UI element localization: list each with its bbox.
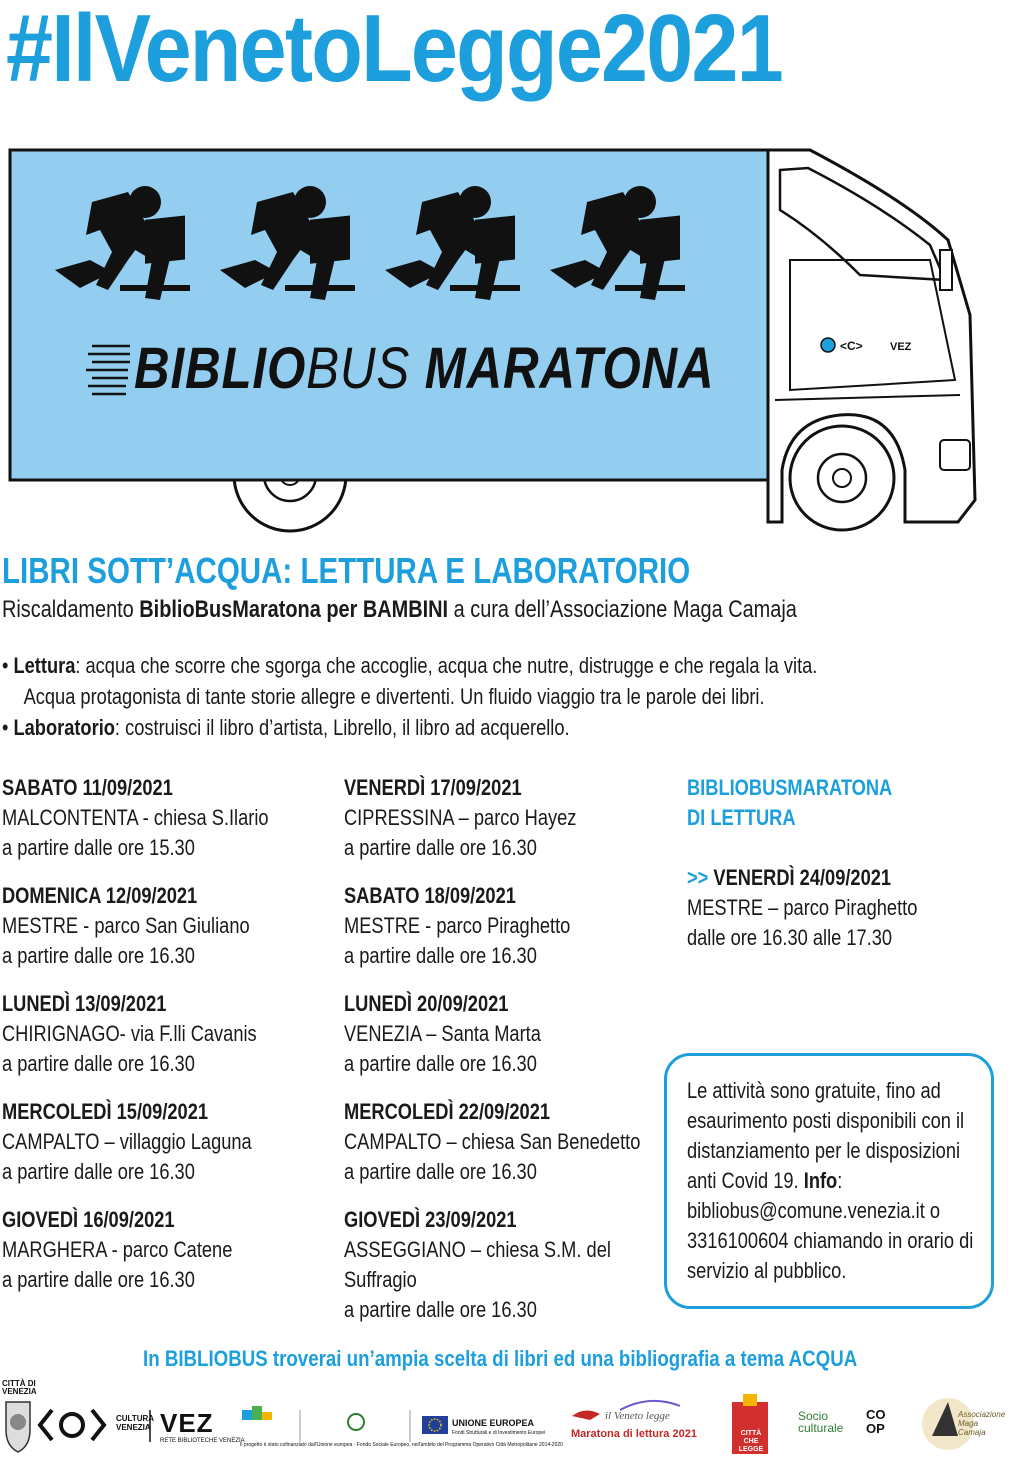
front-wheel xyxy=(790,426,894,530)
event-item xyxy=(687,863,1036,953)
event-place: VENEZIA – Santa Marta xyxy=(344,1021,541,1046)
hashtag-title: #IlVenetoLegge2021 xyxy=(6,0,782,102)
event-time: a partire dalle ore 16.30 xyxy=(2,1051,195,1076)
schedule-column-3 xyxy=(687,773,1036,971)
svg-text:VEZ: VEZ xyxy=(890,341,912,353)
footer-note-text: In BIBLIOBUS troverai un’ampia scelta di libri ed una bibliografia a tema ACQUA xyxy=(142,1346,858,1371)
event-time: a partire dalle ore 16.30 xyxy=(2,1267,195,1292)
bullet-label: Lettura xyxy=(13,653,76,678)
event-time: a partire dalle ore 15.30 xyxy=(2,835,195,860)
pon-metro-logo-icon xyxy=(242,1406,272,1420)
subtitle xyxy=(2,596,797,624)
brand-part2: BUS xyxy=(306,336,411,401)
event-time: a partire dalle ore 16.30 xyxy=(344,943,537,968)
section-title: LIBRI SOTT’ACQUA: LETTURA E LABORATORIO xyxy=(2,550,691,591)
event-time: a partire dalle ore 16.30 xyxy=(2,943,195,968)
event-place: CAMPALTO – villaggio Laguna xyxy=(2,1129,252,1154)
cultura-venezia-logo-icon xyxy=(40,1410,104,1440)
event-date: VENERDÌ 17/09/2021 xyxy=(344,775,522,800)
event-date-line xyxy=(687,863,1036,893)
event-place: MESTRE - parco San Giuliano xyxy=(2,913,250,938)
bullet-label: Laboratorio xyxy=(13,715,115,740)
subtitle-bold: BiblioBusMaratona per BAMBINI xyxy=(139,596,449,623)
event-place: MESTRE - parco Piraghetto xyxy=(344,913,571,938)
event-item xyxy=(2,881,351,971)
event-place: CHIRIGNAGO- via F.lli Cavanis xyxy=(2,1021,257,1046)
event-place: CIPRESSINA – parco Hayez xyxy=(344,805,577,830)
activity-bullets xyxy=(2,650,965,743)
logo-cultura-venezia: CULTURA VENEZIA xyxy=(116,1414,154,1432)
info-box-text xyxy=(687,1076,978,1286)
sponsor-logos-strip xyxy=(0,1379,1006,1464)
event-date: VENERDÌ 24/09/2021 xyxy=(713,865,892,890)
event-item xyxy=(2,1097,351,1187)
event-item xyxy=(344,1205,676,1325)
bullet-lettura: • Lettura: acqua che scorre che sgorga che accoglie, acqua che nutre, distrugge e che regala la vita. xyxy=(2,653,818,678)
event-date: DOMENICA 12/09/2021 xyxy=(2,883,198,908)
bibliobus-maratona-title xyxy=(134,335,714,402)
event-date: LUNEDÌ 20/09/2021 xyxy=(344,991,509,1016)
logo-ue-sub: Fondi Strutturali e di Investimento Europei xyxy=(452,1430,546,1436)
event-item xyxy=(344,1097,676,1187)
logo-socio-culturale: Socio culturale xyxy=(798,1409,844,1435)
heading-line-1: BIBLIOBUSMARATONA xyxy=(687,775,893,800)
info-contact: : bibliobus@comune.venezia.it o 3316100604 chiamando in orario di servizio al pubblico. xyxy=(687,1168,974,1283)
event-item xyxy=(344,773,676,863)
event-item xyxy=(344,989,676,1079)
speed-lines-icon xyxy=(86,346,130,394)
bullet-text: : acqua che scorre che sgorga che accoglie, acqua che nutre, distrugge e che regala la vita. xyxy=(75,653,818,678)
logo-maga-camaja: Associazione Maga Camaja xyxy=(958,1410,1006,1437)
eu-flag-icon xyxy=(422,1416,448,1434)
event-date: LUNEDÌ 13/09/2021 xyxy=(2,991,167,1016)
event-place: MALCONTENTA - chiesa S.Ilario xyxy=(2,805,269,830)
event-time: a partire dalle ore 16.30 xyxy=(2,1159,195,1184)
event-time: a partire dalle ore 16.30 xyxy=(344,835,537,860)
logo-citta-venezia: CITTÀ DI VENEZIA xyxy=(2,1379,37,1396)
logo-vez: VEZ xyxy=(160,1408,214,1438)
event-item xyxy=(2,773,351,863)
subtitle-pre: Riscaldamento xyxy=(2,596,140,623)
event-time: a partire dalle ore 16.30 xyxy=(344,1051,537,1076)
schedule-column-2 xyxy=(344,773,676,1343)
event-item xyxy=(344,881,676,971)
logo-disclaimer: Il progetto è stato cofinanziato dall'Unione europea - Fondo Sociale Europeo, nell'ambito del Programma Operativo Città Metropolitane 2014-2020 xyxy=(240,1442,563,1448)
event-place: MARGHERA - parco Catene xyxy=(2,1237,233,1262)
event-date: GIOVEDÌ 16/09/2021 xyxy=(2,1207,175,1232)
info-box xyxy=(664,1053,994,1309)
brand-part1: BIBLIO xyxy=(134,336,307,401)
schedule-column-1 xyxy=(2,773,351,1313)
logo-vez-sub: RETE BIBLIOTECHE VENEZIA xyxy=(160,1438,245,1444)
bullet-text: : costruisci il libro d’artista, Librello, il libro ad acquerello. xyxy=(114,715,570,740)
event-time: a partire dalle ore 16.30 xyxy=(344,1297,537,1322)
event-time: a partire dalle ore 16.30 xyxy=(344,1159,537,1184)
bibliobusmaratona-lettura-heading xyxy=(687,773,1036,833)
logo-maratona: Maratona di lettura 2021 xyxy=(571,1428,697,1440)
logo-veneto-legge: il Veneto legge xyxy=(605,1410,670,1422)
event-date: MERCOLEDÌ 22/09/2021 xyxy=(344,1099,551,1124)
citta-venezia-crest-icon xyxy=(6,1402,30,1452)
svg-text:<C>: <C> xyxy=(840,339,863,353)
info-label: Info xyxy=(803,1168,838,1193)
brand-part3: MARATONA xyxy=(424,336,715,401)
heading-line-2: DI LETTURA xyxy=(687,805,796,830)
event-date: SABATO 11/09/2021 xyxy=(2,775,173,800)
info-text: Le attività sono gratuite, fino ad esaurimento posti disponibili con il distanziamento per le disposizioni anti Covid 19. xyxy=(687,1078,965,1193)
event-place: CAMPALTO – chiesa San Benedetto xyxy=(344,1129,641,1154)
logo-coop: CO OP xyxy=(866,1407,886,1436)
event-date: GIOVEDÌ 23/09/2021 xyxy=(344,1207,517,1232)
subtitle-post: a cura dell’Associazione Maga Camaja xyxy=(448,596,797,623)
footer-note xyxy=(0,1346,1000,1372)
event-date: SABATO 18/09/2021 xyxy=(344,883,516,908)
event-date: MERCOLEDÌ 15/09/2021 xyxy=(2,1099,209,1124)
bullet-laboratorio: • Laboratorio: costruisci il libro d’artista, Librello, il libro ad acquerello. xyxy=(2,715,570,740)
event-place: MESTRE – parco Piraghetto xyxy=(687,895,918,920)
italy-emblem-icon xyxy=(348,1414,364,1430)
event-place: ASSEGGIANO – chiesa S.M. del Suffragio xyxy=(344,1237,611,1292)
bullet-lettura-cont: Acqua protagonista di tante storie allegre e divertenti. Un fluido viaggio tra le parole dei libri. xyxy=(23,684,765,709)
logo-unione-europea: UNIONE EUROPEA xyxy=(452,1418,535,1428)
event-time: dalle ore 16.30 alle 17.30 xyxy=(687,925,893,950)
event-item xyxy=(2,1205,351,1295)
arrow-icon: >> xyxy=(687,865,709,890)
event-item xyxy=(2,989,351,1079)
logo-citta-che-legge: CITTÀ CHE LEGGE xyxy=(738,1430,764,1453)
